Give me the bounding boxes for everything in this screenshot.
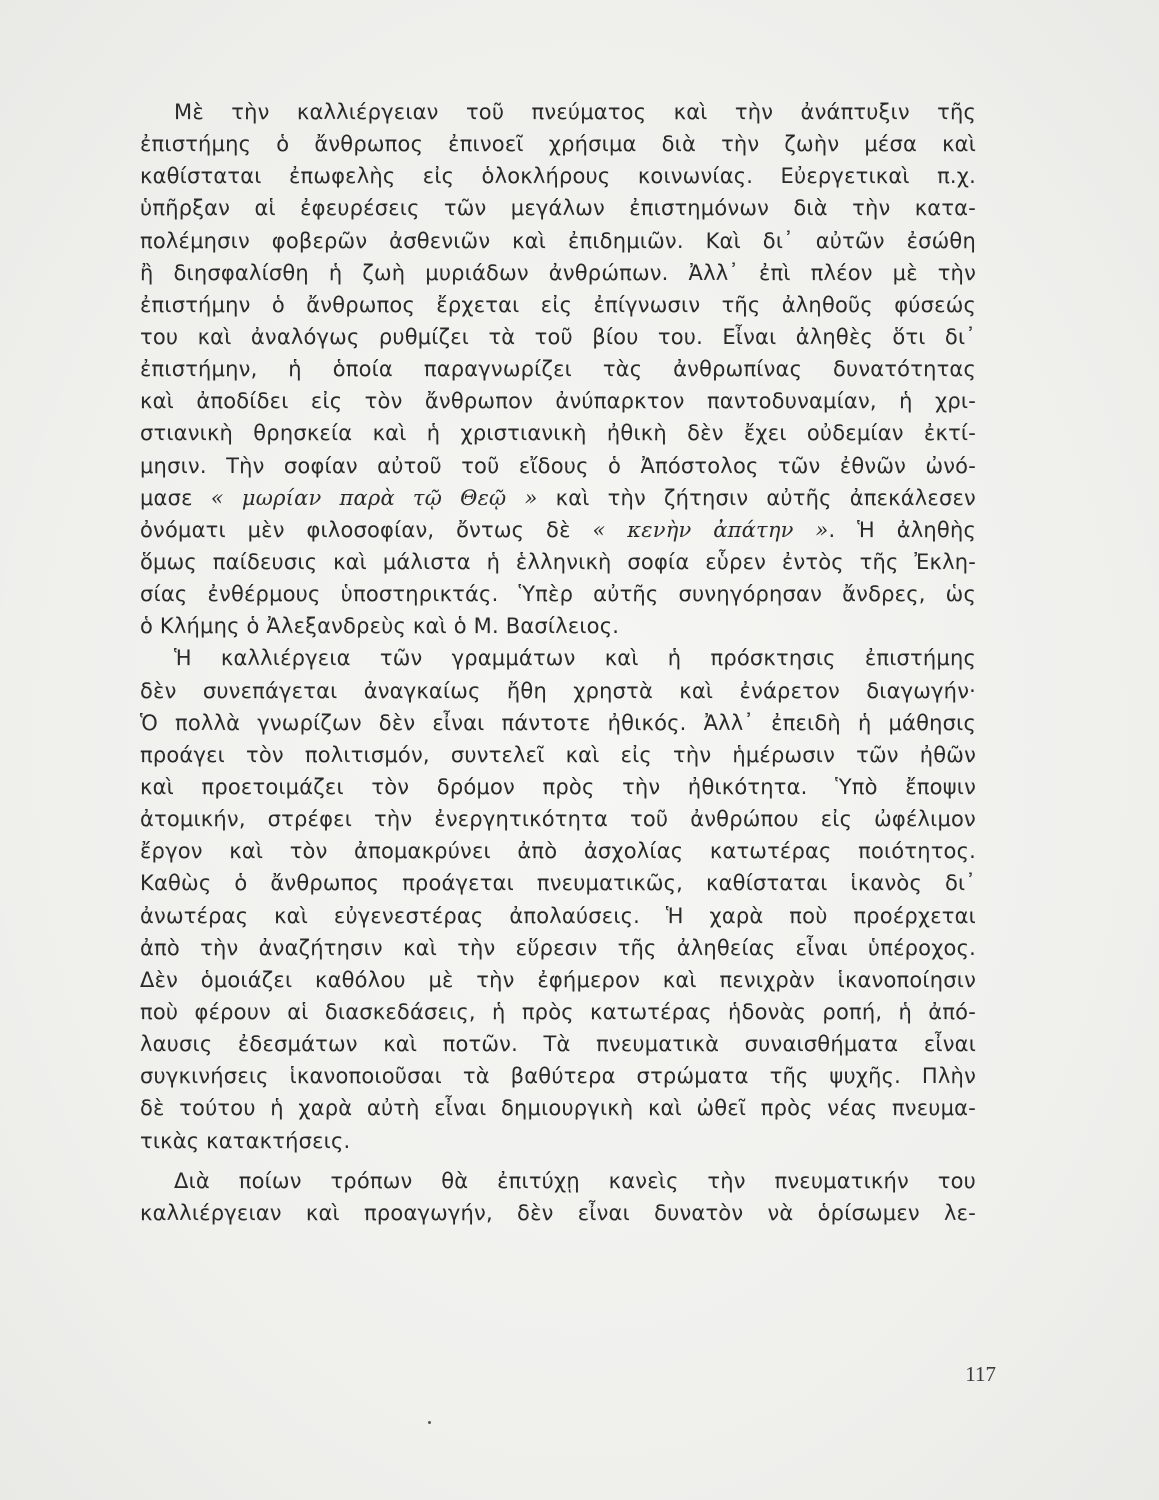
text-line: λαυσις ἐδεσμάτων καὶ ποτῶν. Τὰ πνευματικὰ συναισθήματα εἶναι xyxy=(140,1032,976,1057)
text-line: μησιν. Τὴν σοφίαν αὐτοῦ τοῦ εἴδους ὁ Ἀπόστολος τῶν ἐθνῶν ὠνό- xyxy=(140,453,976,478)
text-line-with-quote xyxy=(140,482,976,514)
text-segment: . Ἡ ἀληθὴς xyxy=(828,517,976,542)
text-line: Μὲ τὴν καλλιέργειαν τοῦ πνεύματος καὶ τὴν ἀνάπτυξιν τῆς xyxy=(174,100,976,124)
paragraph-3 xyxy=(140,1165,976,1229)
text-line: ἀπὸ τὴν ἀναζήτησιν καὶ τὴν εὕρεσιν τῆς ἀληθείας εἶναι ὑπέροχος. xyxy=(140,935,976,960)
text-line: πολέμησιν φοβερῶν ἀσθενιῶν καὶ ἐπιδημιῶν. Καὶ δι᾽ αὐτῶν ἐσώθη xyxy=(140,228,976,253)
text-line-with-quote xyxy=(140,514,976,546)
text-line: καθίσταται ἐπωφελὴς εἰς ὁλοκλήρους κοινωνίας. Εὐεργετικαὶ π.χ. xyxy=(140,164,976,189)
text-line: ἐπιστήμην ὁ ἄνθρωπος ἔρχεται εἰς ἐπίγνωσιν τῆς ἀληθοῦς φύσεώς xyxy=(140,292,976,317)
text-line: δὲν συνεπάγεται ἀναγκαίως ἤθη χρηστὰ καὶ ἐνάρετον διαγωγήν· xyxy=(140,678,976,703)
italic-quote: « μωρίαν παρὰ τῷ Θεῷ » xyxy=(210,485,538,510)
text-segment: μασε xyxy=(140,485,211,510)
text-line: ἐπιστήμης ὁ ἄνθρωπος ἐπινοεῖ χρήσιμα διὰ τὴν ζωὴν μέσα καὶ xyxy=(140,132,976,157)
text-line: ἔργον καὶ τὸν ἀπομακρύνει ἀπὸ ἀσχολίας κατωτέρας ποιότητος. xyxy=(140,839,976,864)
text-line: συγκινήσεις ἱκανοποιοῦσαι τὰ βαθύτερα στρώματα τῆς ψυχῆς. Πλὴν xyxy=(140,1064,976,1089)
paragraph-gap xyxy=(140,1157,976,1165)
text-line: Ὁ πολλὰ γνωρίζων δὲν εἶναι πάντοτε ἠθικός. Ἀλλ᾽ ἐπειδὴ ἡ μάθησις xyxy=(140,710,976,735)
text-line: προάγει τὸν πολιτισμόν, συντελεῖ καὶ εἰς τὴν ἡμέρωσιν τῶν ἠθῶν xyxy=(140,742,976,767)
text-segment: ὀνόματι μὲν φιλοσοφίαν, ὄντως δὲ xyxy=(140,517,593,542)
text-line: ἐπιστήμην, ἡ ὁποία παραγνωρίζει τὰς ἀνθρωπίνας δυνατότητας xyxy=(140,357,976,382)
page-number: 117 xyxy=(965,1362,996,1386)
text-line: Διὰ ποίων τρόπων θὰ ἐπιτύχῃ κανεὶς τὴν πνευματικήν του xyxy=(174,1168,976,1193)
paragraph-2 xyxy=(140,642,976,1156)
text-line: καὶ προετοιμάζει τὸν δρόμον πρὸς τὴν ἠθικότητα. Ὑπὸ ἔποψιν xyxy=(140,774,976,799)
text-line: Καθὼς ὁ ἄνθρωπος προάγεται πνευματικῶς, καθίσταται ἱκανὸς δι᾽ xyxy=(140,871,976,896)
paragraph-1 xyxy=(140,96,976,642)
text-line: ποὺ φέρουν αἱ διασκεδάσεις, ἡ πρὸς κατωτέρας ἡδονὰς ροπή, ἡ ἀπό- xyxy=(140,999,976,1024)
text-line: στιανικὴ θρησκεία καὶ ἡ χριστιανικὴ ἠθικὴ δὲν ἔχει οὐδεμίαν ἐκτί- xyxy=(140,421,976,446)
text-line: ὑπῆρξαν αἱ ἐφευρέσεις τῶν μεγάλων ἐπιστημόνων διὰ τὴν κατα- xyxy=(140,196,976,221)
text-line: ἢ διησφαλίσθη ἡ ζωὴ μυριάδων ἀνθρώπων. Ἀλλ᾽ ἐπὶ πλέον μὲ τὴν xyxy=(140,260,976,285)
text-line: σίας ἐνθέρμους ὑποστηρικτάς. Ὑπὲρ αὐτῆς συνηγόρησαν ἄνδρες, ὡς xyxy=(140,582,976,607)
text-line: του καὶ ἀναλόγως ρυθμίζει τὰ τοῦ βίου του. Εἶναι ἀληθὲς ὅτι δι᾽ xyxy=(140,324,976,349)
italic-quote: « κενὴν ἀπάτην » xyxy=(592,517,829,542)
text-line: Δὲν ὁμοιάζει καθόλου μὲ τὴν ἐφήμερον καὶ πενιχρὰν ἱκανοποίησιν xyxy=(140,967,976,992)
text-line: τικὰς κατακτήσεις. xyxy=(140,1128,351,1153)
text-line: ἀνωτέρας καὶ εὐγενεστέρας ἀπολαύσεις. Ἡ χαρὰ ποὺ προέρχεται xyxy=(140,903,976,928)
text-line: δὲ τούτου ἡ χαρὰ αὐτὴ εἶναι δημιουργικὴ καὶ ὠθεῖ πρὸς νέας πνευμα- xyxy=(140,1096,976,1121)
text-line: ὅμως παίδευσις καὶ μάλιστα ἡ ἑλληνικὴ σοφία εὗρεν ἐντὸς τῆς Ἐκλη- xyxy=(140,549,976,574)
text-segment: καὶ τὴν ζήτησιν αὐτῆς ἀπεκάλεσεν xyxy=(537,485,976,510)
text-line: Ἡ καλλιέργεια τῶν γραμμάτων καὶ ἡ πρόσκτησις ἐπιστήμης xyxy=(174,646,976,671)
text-line: ὁ Κλήμης ὁ Ἀλεξανδρεὺς καὶ ὁ Μ. Βασίλειος. xyxy=(140,614,620,639)
text-line: καὶ ἀποδίδει εἰς τὸν ἄνθρωπον ἀνύπαρκτον παντοδυναμίαν, ἡ χρι- xyxy=(140,389,976,414)
body-text xyxy=(140,96,976,1229)
text-line: καλλιέργειαν καὶ προαγωγήν, δὲν εἶναι δυνατὸν νὰ ὁρίσωμεν λε- xyxy=(140,1200,976,1225)
text-line: ἀτομικήν, στρέφει τὴν ἐνεργητικότητα τοῦ ἀνθρώπου εἰς ὠφέλιμον xyxy=(140,807,976,832)
print-speck xyxy=(428,1421,431,1424)
